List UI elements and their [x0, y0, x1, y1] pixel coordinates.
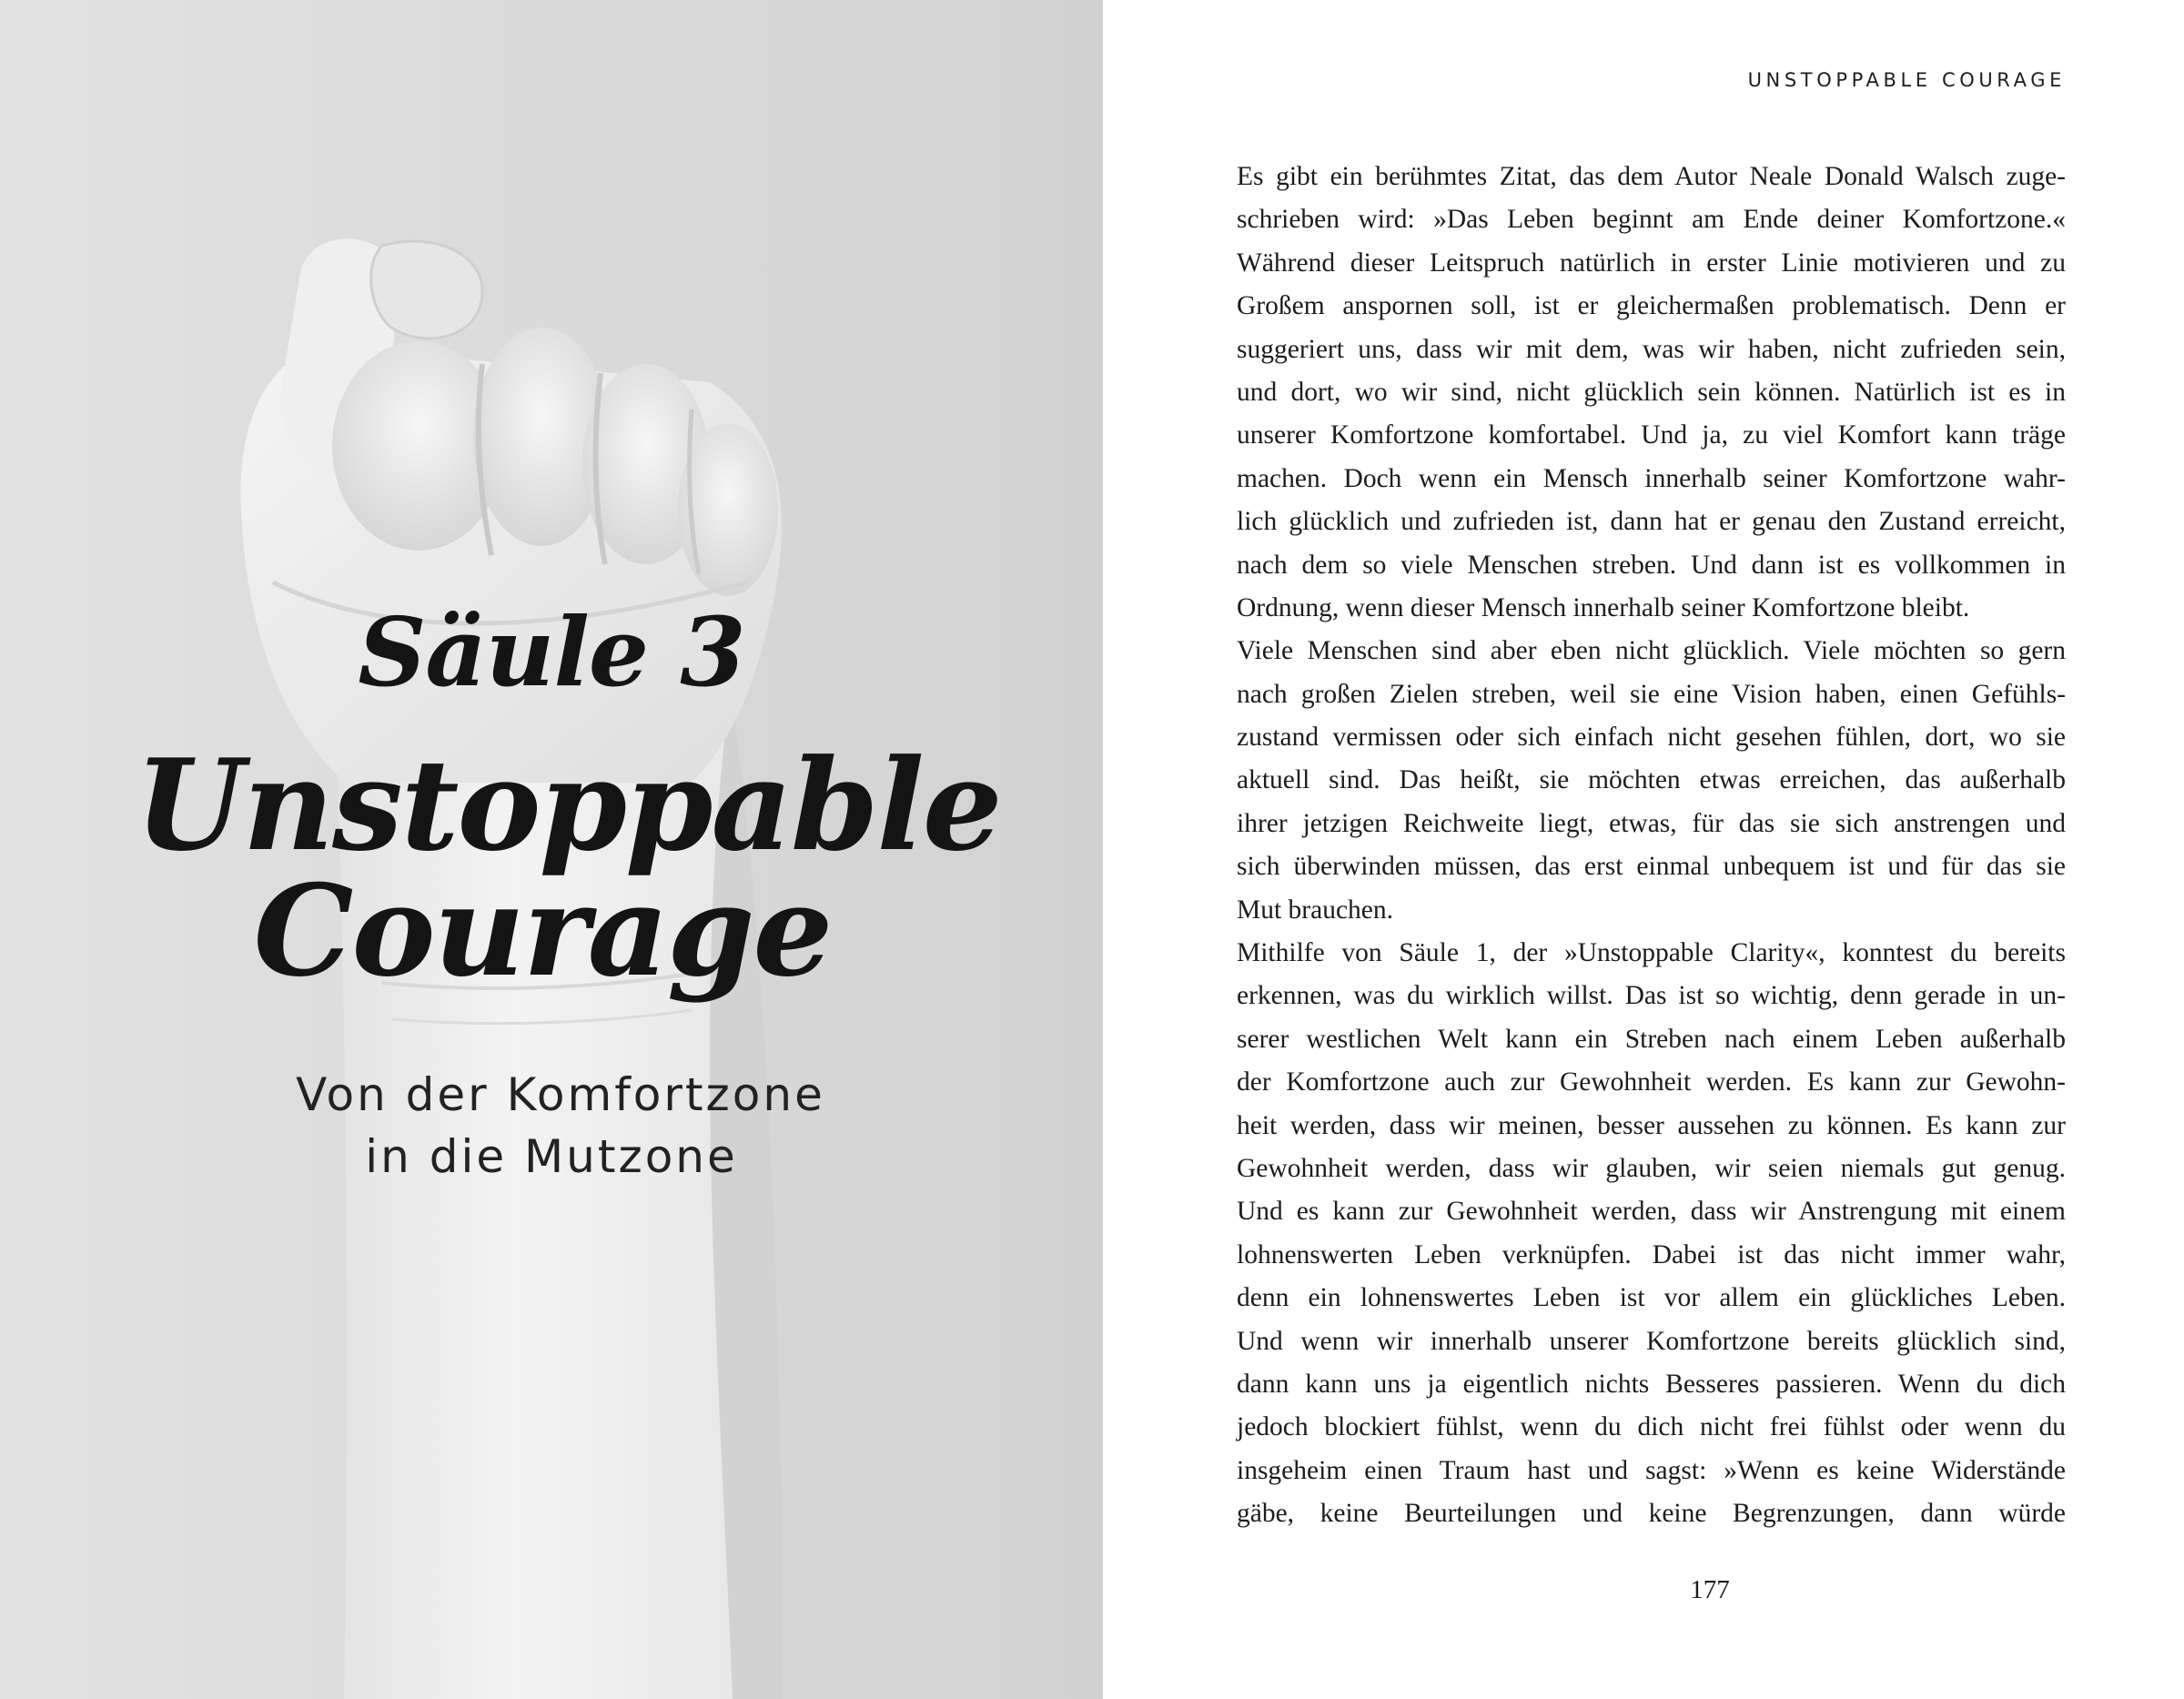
text-line: Es gibt ein berühmtes Zitat, das dem Autor Neale Donald Walsch zuge- — [1237, 162, 2066, 191]
text-line: Viele Menschen sind aber eben nicht glücklich. Viele möchten so gern — [1237, 636, 2066, 666]
text-line: erkennen, was du wirklich willst. Das ist so wichtig, denn gerade in un- — [1237, 981, 2066, 1011]
text-line: insgeheim einen Traum hast und sagst: »Wenn es keine Widerstände — [1237, 1455, 2066, 1485]
pillar-number: Säule 3 — [358, 596, 745, 708]
text-line: Ordnung, wenn dieser Mensch innerhalb seiner Komfortzone bleibt. — [1237, 592, 1970, 622]
text-line: der Komfortzone auch zur Gewohnheit werden. Es kann zur Gewohn- — [1237, 1067, 2066, 1097]
text-line: schrieben wird: »Das Leben beginnt am Ende deiner Komfortzone.« — [1237, 205, 2066, 235]
text-line: Und wenn wir innerhalb unserer Komfortzone bereits glücklich sind, — [1237, 1326, 2066, 1356]
text-line: Gewohnheit werden, dass wir glauben, wir seien niemals gut genug. — [1237, 1153, 2066, 1183]
text-line: jedoch blockiert fühlst, wenn du dich nicht frei fühlst oder wenn du — [1237, 1412, 2066, 1442]
text-line: zustand vermissen oder sich einfach nicht gesehen fühlen, dort, wo sie — [1237, 723, 2066, 753]
text-line: sich überwinden müssen, das erst einmal unbequem ist und für das sie — [1237, 852, 2066, 882]
body-text — [1237, 156, 2066, 1536]
chapter-title-line-1: Unstoppable — [135, 731, 1001, 879]
text-line: aktuell sind. Das heißt, sie möchten etwas erreichen, das außerhalb — [1237, 765, 2066, 795]
chapter-subtitle-line-1: Von der Komfortzone — [296, 1068, 825, 1121]
text-line: suggeriert uns, dass wir mit dem, was wir haben, nicht zufrieden sein, — [1237, 334, 2066, 364]
text-line: nach großen Zielen streben, weil sie eine Vision haben, einen Gefühls- — [1237, 679, 2066, 709]
text-line: lich glücklich und zufrieden ist, dann hat er genau den Zustand erreicht, — [1237, 507, 2066, 537]
chapter-subtitle-line-2: in die Mutzone — [365, 1130, 738, 1183]
text-line: dann kann uns ja eigentlich nichts Besseres passieren. Wenn du dich — [1237, 1369, 2066, 1399]
text-line: ihrer jetzigen Reichweite liegt, etwas, für das sie sich anstrengen und — [1237, 808, 2066, 838]
running-header: UNSTOPPABLE COURAGE — [1747, 69, 2066, 91]
text-line: gäbe, keine Beurteilungen und keine Begrenzungen, dann würde — [1237, 1499, 2066, 1529]
text-line: nach dem so viele Menschen streben. Und dann ist es vollkommen in — [1237, 550, 2066, 580]
text-line: heit werden, dass wir meinen, besser aussehen zu können. Es kann zur — [1237, 1110, 2066, 1140]
text-line: Mut brauchen. — [1237, 895, 1394, 925]
text-line: machen. Doch wenn ein Mensch innerhalb seiner Komfortzone wahr- — [1237, 463, 2066, 493]
page-number: 177 — [1690, 1575, 1730, 1604]
text-line: Und es kann zur Gewohnheit werden, dass wir Anstrengung mit einem — [1237, 1197, 2066, 1227]
text-line: Großem anspornen soll, ist er gleichermaßen problematisch. Denn er — [1237, 291, 2066, 321]
chapter-title-line-2: Courage — [253, 856, 832, 1005]
text-line: Mithilfe von Säule 1, der »Unstoppable Clarity«, konntest du bereits — [1237, 938, 2066, 968]
text-line: unserer Komfortzone komfortabel. Und ja, zu viel Komfort kann träge — [1237, 420, 2066, 450]
text-line: lohnenswerten Leben verknüpfen. Dabei ist das nicht immer wahr, — [1237, 1239, 2066, 1269]
text-line: serer westlichen Welt kann ein Streben nach einem Leben außerhalb — [1237, 1024, 2066, 1054]
text-line: Während dieser Leitspruch natürlich in erster Linie motivieren und zu — [1237, 248, 2066, 278]
text-line: denn ein lohnenswertes Leben ist vor allem ein glückliches Leben. — [1237, 1283, 2066, 1313]
right-page — [1103, 0, 2184, 1699]
text-line: und dort, wo wir sind, nicht glücklich sein können. Natürlich ist es in — [1237, 377, 2066, 407]
